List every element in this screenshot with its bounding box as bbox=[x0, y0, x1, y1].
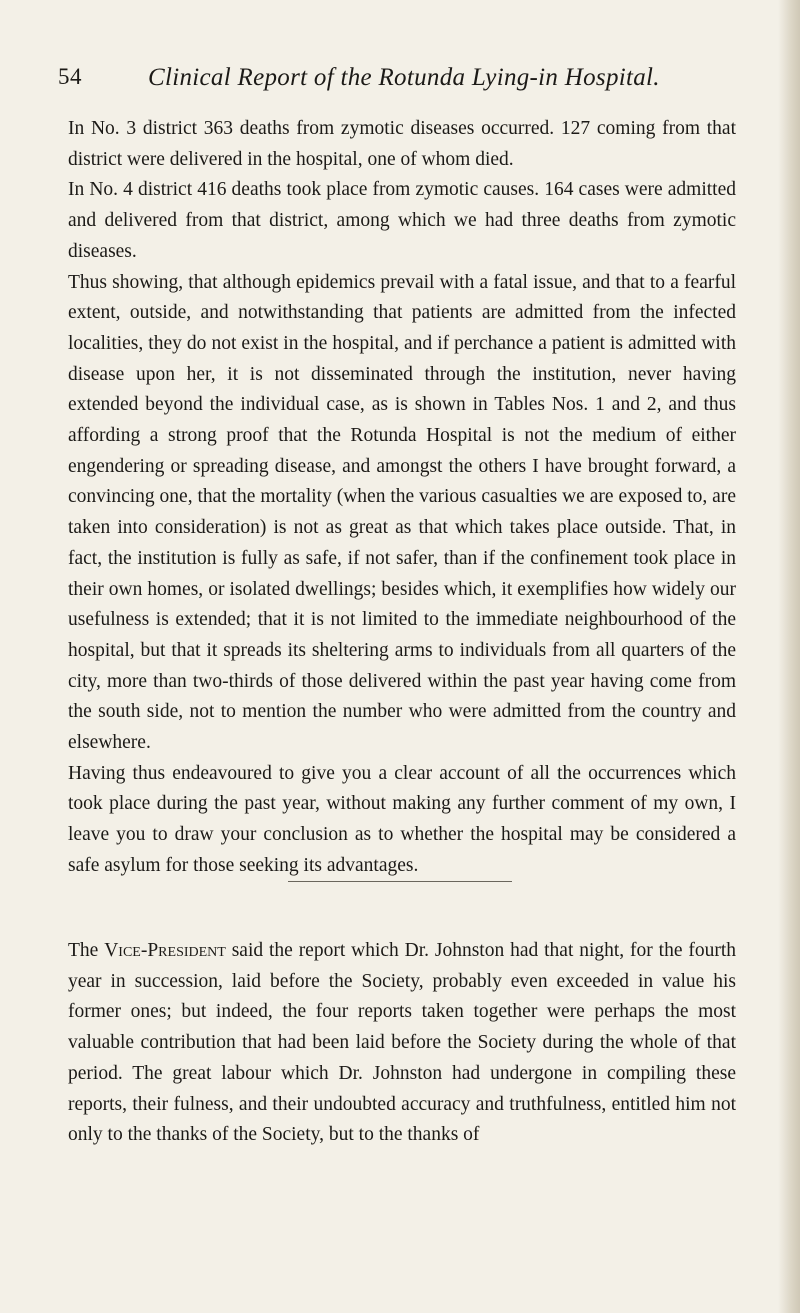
running-title: Clinical Report of the Rotunda Lying-in Hospital. bbox=[148, 64, 660, 91]
vp-lead: The bbox=[68, 940, 99, 961]
page-edge-shadow bbox=[778, 0, 800, 1313]
vp-title: Vice-President bbox=[104, 940, 226, 961]
vp-text: said the report which Dr. Johnston had that night, for the fourth year in succession, laid before the Society, probably even exceeded in value his former ones; but indeed, the four reports taken together were perhaps the most valuable contribution that had been laid before the Society during the whole of that period. The great labour which Dr. Johnston had undergone in compiling these reports, their fulness, and their undoubted accuracy and truthfulness, entitled him not only to the thanks of the Society, but to the thanks of bbox=[68, 940, 737, 1146]
paragraph-conclusion: Thus showing, that although epidemics prevail with a fatal issue, and that to a fearful extent, outside, and notwithstanding that patients are admitted from the infected localities, they do not exist in the hospital, and if perchance a patient is admitted with disease upon her, it is not disseminated through the institution, never having extended beyond the individual case, as is shown in Tables Nos. 1 and 2, and thus affording a strong proof that the Rotunda Hospital is not the medium of either engendering or spreading disease, and amongst the others I have brought forward, a convincing one, that the mortality (when the various casualties we are exposed to, are taken into consideration) is not as great as that which takes place outside. That, in fact, the institution is fully as safe, if not safer, than if the confinement took place in their own homes, or isolated dwellings; besides which, it exemplifies how widely our usefulness is extended; that it is not limited to the immediate neighbourhood of the hospital, but that it spreads its sheltering arms to individuals from all quarters of the city, more than two-thirds of those delivered within the past year having come from the south side, not to mention the number who were admitted from the country and elsewhere. bbox=[68, 271, 736, 754]
paragraph-district-3: In No. 3 district 363 deaths from zymotic diseases occurred. 127 coming from that district were delivered in the hospital, one of whom died. bbox=[68, 118, 736, 170]
paragraph-district-4: In No. 4 district 416 deaths took place from zymotic causes. 164 cases were admitted and delivered from that district, among which we had three deaths from zymotic diseases. bbox=[68, 179, 736, 262]
page-number: 54 bbox=[58, 64, 82, 89]
report-text bbox=[68, 114, 736, 882]
page-header bbox=[58, 64, 758, 96]
discussion-text bbox=[68, 936, 736, 1151]
paragraph-closing: Having thus endeavoured to give you a clear account of all the occurrences which took place during the past year, without making any further comment of my own, I leave you to draw your conclusion as to whether the hospital may be considered a safe asylum for those seeking its advantages. bbox=[68, 762, 736, 876]
paragraph-vice-president bbox=[68, 936, 736, 1151]
section-divider bbox=[288, 881, 512, 882]
